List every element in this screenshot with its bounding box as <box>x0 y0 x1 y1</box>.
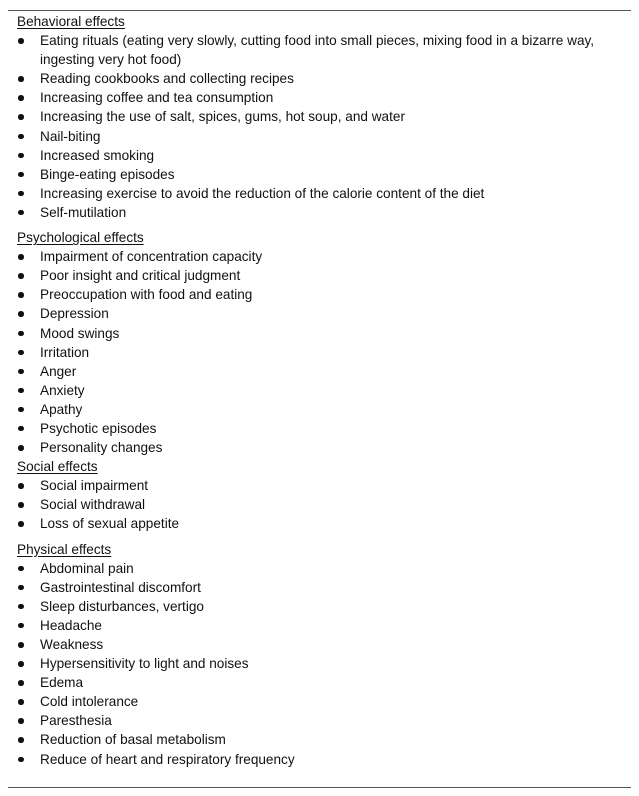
effects-list <box>17 31 617 222</box>
effects-list <box>17 476 617 533</box>
bullet-icon <box>18 350 24 356</box>
list-item <box>17 635 617 654</box>
list-item-text: Increasing exercise to avoid the reduction of the calorie content of the diet <box>40 185 485 201</box>
bullet-icon <box>18 134 24 140</box>
list-item-text: Self-mutilation <box>40 204 127 220</box>
list-item <box>17 146 617 165</box>
list-item <box>17 673 617 692</box>
bullet-icon <box>18 76 24 82</box>
bullet-icon <box>18 757 24 763</box>
section-heading: Psychological effects <box>17 230 144 246</box>
list-item-text: Social impairment <box>40 478 149 494</box>
list-item <box>17 362 617 381</box>
list-item <box>17 400 617 419</box>
list-item-text: Psychotic episodes <box>40 420 157 436</box>
list-item <box>17 495 617 514</box>
list-item <box>17 654 617 673</box>
bullet-icon <box>18 521 24 527</box>
list-item <box>17 266 617 285</box>
bullet-icon <box>18 623 24 629</box>
list-item <box>17 476 617 495</box>
list-item <box>17 616 617 635</box>
bullet-icon <box>18 153 24 159</box>
list-item <box>17 597 617 616</box>
bullet-icon <box>18 331 24 337</box>
section-behavioral <box>17 12 617 222</box>
list-item <box>17 184 617 203</box>
effects-list <box>17 559 617 769</box>
list-item-text: Hypersensitivity to light and noises <box>40 656 249 672</box>
bullet-icon <box>18 699 24 705</box>
bullet-icon <box>18 426 24 432</box>
list-item <box>17 514 617 533</box>
bullet-icon <box>18 191 24 197</box>
section-physical <box>17 540 617 769</box>
list-item <box>17 304 617 323</box>
list-item <box>17 247 617 266</box>
effects-list <box>17 247 617 457</box>
list-item <box>17 324 617 343</box>
table-bottom-rule <box>8 787 631 788</box>
list-item-text: Anxiety <box>40 382 85 398</box>
bullet-icon <box>18 483 24 489</box>
bullet-icon <box>18 254 24 260</box>
list-item-text: Nail-biting <box>40 128 101 144</box>
list-item <box>17 419 617 438</box>
list-item-text: Increasing coffee and tea consumption <box>40 90 274 106</box>
bullet-icon <box>18 210 24 216</box>
list-item-text: Gastrointestinal discomfort <box>40 579 201 595</box>
list-item <box>17 203 617 222</box>
list-item-text: Personality changes <box>40 440 163 456</box>
table-top-rule <box>8 10 631 11</box>
bullet-icon <box>18 502 24 508</box>
list-item-text: Eating rituals (eating very slowly, cutting food into small pieces, mixing food in a bizarre way, ingesting very hot food) <box>40 33 595 68</box>
list-item <box>17 711 617 730</box>
list-item <box>17 69 617 88</box>
list-item-text: Sleep disturbances, vertigo <box>40 598 204 614</box>
list-item <box>17 750 617 769</box>
list-item-text: Paresthesia <box>40 713 112 729</box>
section-heading: Social effects <box>17 459 98 475</box>
bullet-icon <box>18 273 24 279</box>
list-item <box>17 559 617 578</box>
list-item-text: Preoccupation with food and eating <box>40 287 253 303</box>
bullet-icon <box>18 445 24 451</box>
bullet-icon <box>18 604 24 610</box>
list-item-text: Depression <box>40 306 109 322</box>
bullet-icon <box>18 642 24 648</box>
list-item-text: Apathy <box>40 401 83 417</box>
bullet-icon <box>18 388 24 394</box>
bullet-icon <box>18 566 24 572</box>
list-item-text: Reading cookbooks and collecting recipes <box>40 71 294 87</box>
list-item-text: Increased smoking <box>40 147 155 163</box>
bullet-icon <box>18 172 24 178</box>
list-item-text: Weakness <box>40 637 104 652</box>
list-item <box>17 438 617 457</box>
section-psychological <box>17 228 617 457</box>
bullet-icon <box>18 292 24 298</box>
bullet-icon <box>18 114 24 120</box>
list-item-text: Loss of sexual appetite <box>40 516 180 532</box>
bullet-icon <box>18 585 24 591</box>
list-item-text: Edema <box>40 675 84 691</box>
list-item-text: Anger <box>40 363 77 379</box>
bullet-icon <box>18 718 24 724</box>
list-item-text: Increasing the use of salt, spices, gums, hot soup, and water <box>40 109 405 125</box>
list-item <box>17 381 617 400</box>
list-item <box>17 107 617 126</box>
list-item-text: Headache <box>40 617 102 633</box>
bullet-icon <box>18 95 24 101</box>
effects-table <box>17 12 617 769</box>
bullet-icon <box>18 661 24 667</box>
list-item-text: Reduce of heart and respiratory frequency <box>40 751 295 767</box>
list-item-text: Binge-eating episodes <box>40 166 175 182</box>
list-item-text: Irritation <box>40 344 90 360</box>
list-item <box>17 692 617 711</box>
section-heading: Physical effects <box>17 541 112 557</box>
list-item-text: Social withdrawal <box>40 497 146 513</box>
list-item-text: Impairment of concentration capacity <box>40 249 263 265</box>
list-item-text: Cold intolerance <box>40 694 139 710</box>
list-item <box>17 285 617 304</box>
section-heading: Behavioral effects <box>17 14 125 29</box>
list-item <box>17 730 617 749</box>
bullet-icon <box>18 407 24 413</box>
list-item-text: Abdominal pain <box>40 560 134 576</box>
list-item-text: Reduction of basal metabolism <box>40 732 226 748</box>
list-item <box>17 165 617 184</box>
list-item <box>17 127 617 146</box>
list-item <box>17 578 617 597</box>
list-item <box>17 31 617 69</box>
list-item-text: Poor insight and critical judgment <box>40 268 241 284</box>
bullet-icon <box>18 369 24 375</box>
bullet-icon <box>18 311 24 317</box>
bullet-icon <box>18 737 24 743</box>
list-item <box>17 88 617 107</box>
bullet-icon <box>18 38 24 44</box>
list-item-text: Mood swings <box>40 325 120 341</box>
list-item <box>17 343 617 362</box>
section-social <box>17 457 617 533</box>
bullet-icon <box>18 680 24 686</box>
